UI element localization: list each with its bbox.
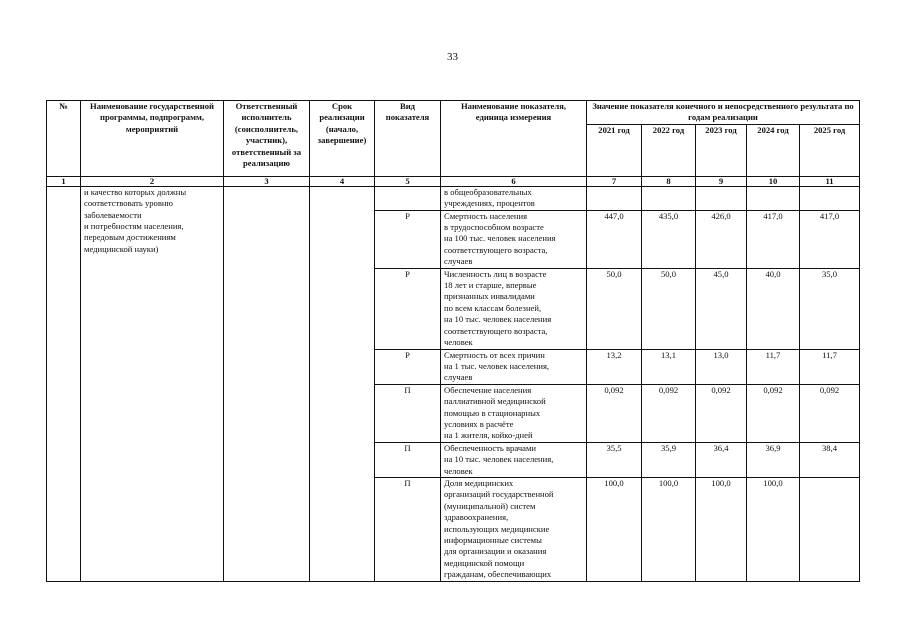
value-cell: 447,0 [587,210,642,268]
value-cell: 40,0 [747,268,800,349]
value-cell: 11,7 [800,349,860,384]
page-number: 33 [447,51,458,63]
indicator-type: Р [375,210,441,268]
value-cell: 0,092 [587,384,642,442]
value-cell: 100,0 [642,477,696,581]
header-name: Наименование государственной программы, подпрограмм, мероприятий [81,101,224,177]
indicator-name: Доля медицинских организаций государственной (муниципальной) систем здравоохранения, использующих медицинские информационные системы для организации и оказания медицинской помощи гражданам, обеспечивающих [441,477,587,581]
header-year: 2022 год [642,124,696,176]
value-cell: 36,4 [696,442,747,477]
value-cell: 50,0 [587,268,642,349]
value-cell: 35,0 [800,268,860,349]
indicator-name: Численность лиц в возрасте 18 лет и старше, впервые признанных инвалидами по всем классам болезней, на 10 тыс. человек населения соответствующего возраста, человек [441,268,587,349]
indicator-type: Р [375,349,441,384]
value-cell: 13,0 [696,349,747,384]
program-name-cell: и качество которых должны соответствовать уровню заболеваемости и потребностям населения, передовым достижениям медицинской науки) [81,186,224,581]
indicator-name: Обеспеченность врачами на 10 тыс. человек населения, человек [441,442,587,477]
header-executor: Ответственный исполнитель (соисполнитель, участник), ответственный за реализацию [224,101,310,177]
column-number: 10 [747,176,800,186]
header-term: Срок реализации (начало, завершение) [310,101,375,177]
value-cell: 0,092 [696,384,747,442]
indicator-type [375,186,441,210]
header-values-group: Значение показателя конечного и непосредственного результата по годам реализации [587,101,860,125]
indicator-type: П [375,477,441,581]
header-no: № [47,101,81,177]
value-cell: 100,0 [747,477,800,581]
value-cell [587,186,642,210]
indicator-name: Смертность населения в трудоспособном возрасте на 100 тыс. человек населения соответствующего возраста, случаев [441,210,587,268]
executor-cell [224,186,310,581]
indicator-type: П [375,384,441,442]
value-cell: 0,092 [642,384,696,442]
header-year: 2021 год [587,124,642,176]
indicator-type: П [375,442,441,477]
column-number: 8 [642,176,696,186]
value-cell [696,186,747,210]
value-cell: 13,1 [642,349,696,384]
term-cell [310,186,375,581]
header-year: 2025 год [800,124,860,176]
value-cell: 417,0 [747,210,800,268]
value-cell: 45,0 [696,268,747,349]
header-year: 2024 год [747,124,800,176]
header-year: 2023 год [696,124,747,176]
value-cell: 435,0 [642,210,696,268]
value-cell: 100,0 [587,477,642,581]
column-number: 5 [375,176,441,186]
column-number: 1 [47,176,81,186]
value-cell [747,186,800,210]
column-number: 4 [310,176,375,186]
row-no-cell [47,186,81,581]
value-cell: 38,4 [800,442,860,477]
header-indicator: Наименование показателя, единица измерения [441,101,587,177]
value-cell: 50,0 [642,268,696,349]
column-number: 11 [800,176,860,186]
value-cell: 36,9 [747,442,800,477]
indicators-table [46,100,860,582]
value-cell: 417,0 [800,210,860,268]
table-row [47,186,860,210]
column-number: 9 [696,176,747,186]
indicator-type: Р [375,268,441,349]
value-cell [642,186,696,210]
value-cell: 100,0 [696,477,747,581]
indicator-name: Обеспечение населения паллиативной медицинской помощью в стационарных условиях в расчёте на 1 жителя, койко-дней [441,384,587,442]
column-number: 3 [224,176,310,186]
column-number: 6 [441,176,587,186]
header-type: Вид показателя [375,101,441,177]
value-cell: 426,0 [696,210,747,268]
value-cell [800,186,860,210]
value-cell: 35,9 [642,442,696,477]
value-cell [800,477,860,581]
value-cell: 11,7 [747,349,800,384]
column-numbers-row [47,176,860,186]
value-cell: 13,2 [587,349,642,384]
indicator-name: Смертность от всех причин на 1 тыс. человек населения, случаев [441,349,587,384]
value-cell: 35,5 [587,442,642,477]
value-cell: 0,092 [747,384,800,442]
column-number: 7 [587,176,642,186]
column-number: 2 [81,176,224,186]
indicator-name: в общеобразовательных учреждениях, процентов [441,186,587,210]
value-cell: 0,092 [800,384,860,442]
